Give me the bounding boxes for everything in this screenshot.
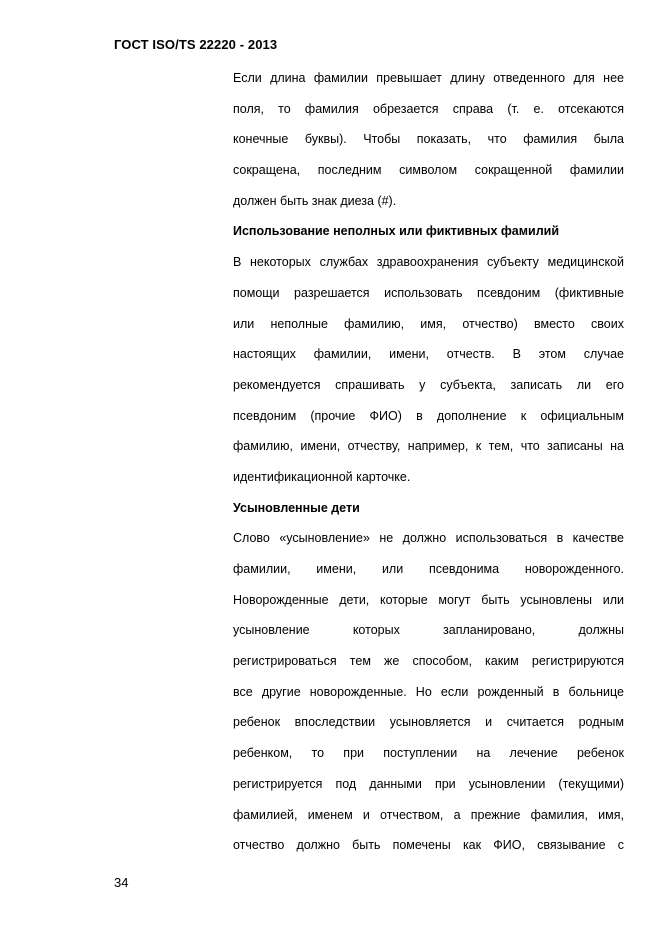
section-heading: Использование неполных или фиктивных фамилий xyxy=(233,224,560,239)
text-line: идентификационной карточке. xyxy=(233,469,411,484)
text-line: регистрироваться тем же способом, каким регистрируются xyxy=(233,654,624,669)
text-line: Если длина фамилии превышает длину отведенного для нее xyxy=(233,71,624,85)
text-line: регистрируется под данными при усыновлении (текущими) xyxy=(233,776,624,791)
text-line: Слово «усыновление» не должно использоваться в качестве xyxy=(233,531,624,546)
text-line: фамилией, именем и отчеством, а прежние фамилия, имя, xyxy=(233,807,624,822)
document-header: ГОСТ ISO/TS 22220 - 2013 xyxy=(114,37,278,52)
text-line: поля, то фамилия обрезается справа (т. е. отсекаются xyxy=(233,101,624,116)
text-line: сокращена, последним символом сокращенной фамилии xyxy=(233,163,624,178)
text-line: или неполные фамилию, имя, отчество) вместо своих xyxy=(233,316,624,331)
section-heading: Усыновленные дети xyxy=(233,500,360,515)
text-line: рекомендуется спрашивать у субъекта, записать ли его xyxy=(233,377,624,392)
document-body xyxy=(233,63,624,861)
text-line: Новорожденные дети, которые могут быть усыновлены или xyxy=(233,592,624,607)
text-line: конечные буквы). Чтобы показать, что фамилия была xyxy=(233,132,624,147)
text-line: фамилию, имени, отчеству, например, к тем, что записаны на xyxy=(233,439,624,454)
text-line: псевдоним (прочие ФИО) в дополнение к официальным xyxy=(233,408,624,423)
text-line: фамилии, имени, или псевдонима новорожденного. xyxy=(233,562,624,576)
text-line: помощи разрешается использовать псевдоним (фиктивные xyxy=(233,285,624,300)
text-line: отчество должно быть помечены как ФИО, связывание с xyxy=(233,838,624,853)
text-line: усыновление которых запланировано, должны xyxy=(233,623,624,638)
text-line: ребенком, то при поступлении на лечение ребенок xyxy=(233,746,624,761)
text-line: ребенок впоследствии усыновляется и считается родным xyxy=(233,715,624,730)
text-line: все другие новорожденные. Но если рожденный в больнице xyxy=(233,684,624,699)
page-number: 34 xyxy=(114,875,129,890)
text-line: должен быть знак диеза (#). xyxy=(233,193,397,208)
text-line: В некоторых службах здравоохранения субъекту медицинской xyxy=(233,255,624,270)
text-line: настоящих фамилии, имени, отчеств. В этом случае xyxy=(233,347,624,362)
